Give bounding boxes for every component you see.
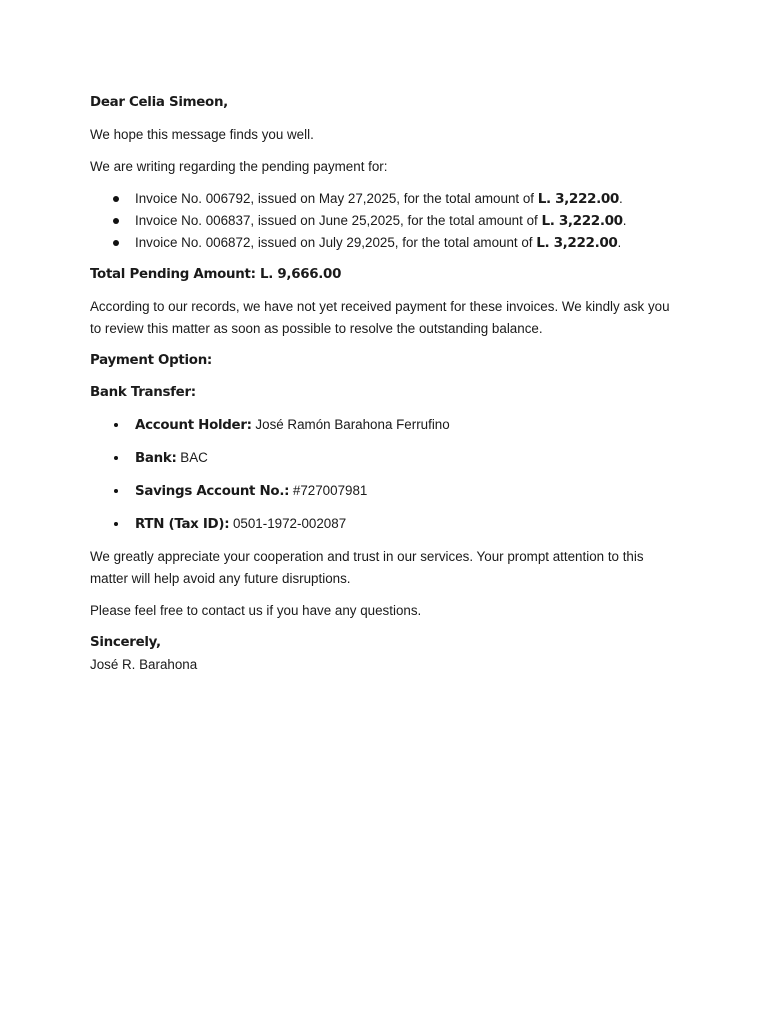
letter-body — [90, 92, 680, 676]
total-pending-amount: Total Pending Amount: L. 9,666.00 — [90, 267, 342, 282]
bank-detail-label: RTN (Tax ID): — [135, 517, 230, 532]
invoice-text: Invoice No. 006792, issued on May 27,2025, for the total amount of — [135, 191, 538, 206]
bank-transfer-heading: Bank Transfer: — [90, 385, 196, 400]
bank-detail-label: Bank: — [135, 451, 177, 466]
bank-detail-label: Savings Account No.: — [135, 484, 290, 499]
invoice-item — [90, 232, 680, 254]
contact-paragraph: Please feel free to contact us if you have any questions. — [90, 603, 422, 618]
invoice-text: Invoice No. 006837, issued on June 25,2025, for the total amount of — [135, 213, 542, 228]
payment-option-heading: Payment Option: — [90, 353, 212, 368]
appreciation-paragraph: We greatly appreciate your cooperation and trust in our services. Your prompt attention to this matter will help avoid any future disruptions. — [90, 549, 644, 586]
records-paragraph: According to our records, we have not yet received payment for these invoices. We kindly ask you to review this matter as soon as possible to resolve the outstanding balance. — [90, 299, 670, 336]
bank-detail-value: José Ramón Barahona Ferrufino — [251, 417, 450, 432]
invoice-item — [90, 210, 680, 232]
bank-detail-value: #727007981 — [289, 483, 368, 498]
invoice-end: . — [617, 235, 622, 250]
regarding-paragraph: We are writing regarding the pending payment for: — [90, 159, 388, 174]
bank-detail-label: Account Holder: — [135, 418, 252, 433]
invoice-amount: L. 3,222.00 — [536, 235, 618, 251]
bank-detail-account-holder — [90, 414, 680, 437]
invoice-list — [90, 188, 680, 254]
invoice-amount: L. 3,222.00 — [541, 213, 623, 229]
signature-block — [90, 632, 680, 676]
bank-detail-bank — [90, 447, 680, 470]
invoice-end: . — [622, 213, 627, 228]
invoice-amount: L. 3,222.00 — [537, 191, 619, 207]
bank-detail-value: BAC — [176, 450, 208, 465]
invoice-end: . — [618, 191, 623, 206]
bank-detail-value: 0501-1972-002087 — [229, 516, 347, 531]
bank-details-list — [90, 414, 680, 536]
signature-name: José R. Barahona — [90, 657, 198, 672]
invoice-text: Invoice No. 006872, issued on July 29,2025, for the total amount of — [135, 235, 537, 250]
bank-detail-savings-account — [90, 480, 680, 503]
invoice-item — [90, 188, 680, 210]
intro-paragraph: We hope this message finds you well. — [90, 127, 314, 142]
bank-detail-rtn — [90, 513, 680, 536]
greeting: Dear Celia Simeon, — [90, 95, 228, 110]
closing: Sincerely, — [90, 635, 161, 650]
